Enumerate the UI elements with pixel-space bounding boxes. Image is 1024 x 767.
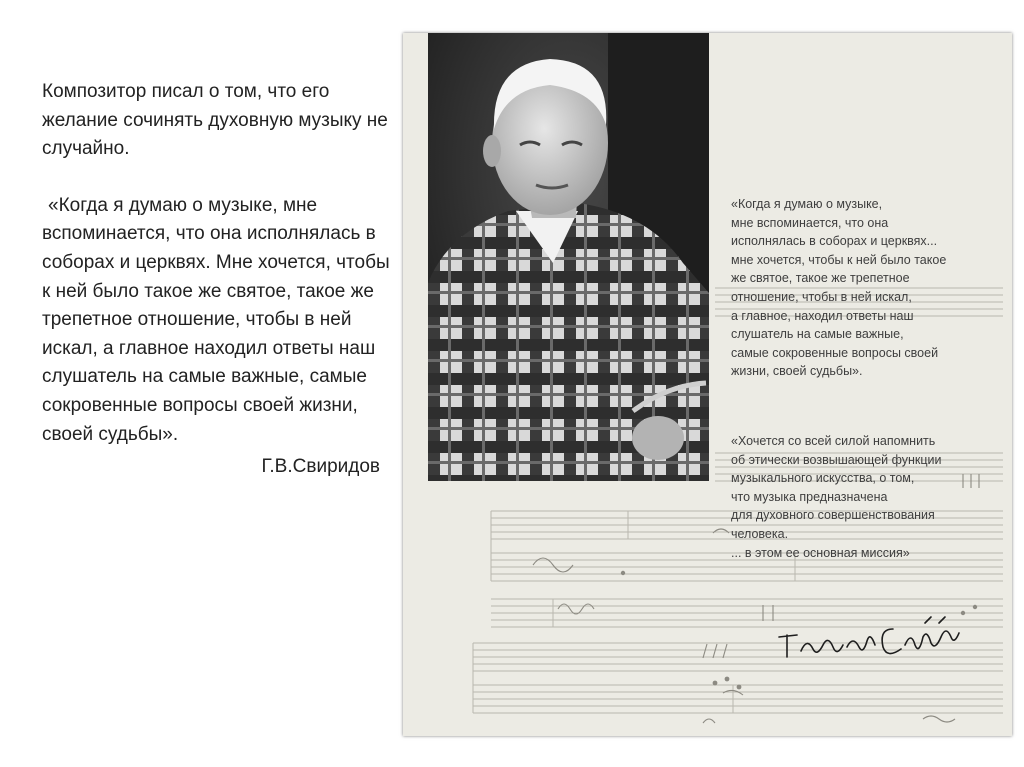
book-page-image [403,33,1012,736]
book-quote-line: жизни, своей судьбы». [731,364,863,379]
slide-text [42,78,402,482]
book-quote-line: мне вспоминается, что она [731,215,889,230]
book-quote-line: об этически возвышающей функции [731,452,942,467]
book-quote-line: отношение, чтобы в ней искал, [731,289,912,304]
handwritten-signature [775,607,975,667]
book-quote-line: мне хочется, чтобы к ней было такое [731,252,947,267]
book-quote-line: же святое, такое же трепетное [731,271,910,286]
book-quote-line: для духовного совершенствования [731,508,935,523]
book-quote-line: слушатель на самые важные, [731,327,904,342]
portrait-photo [428,33,709,481]
book-quote-line: «Хочется со всей силой напомнить [731,434,936,448]
book-quote-2 [731,432,996,562]
book-quote-line: ... в этом ее основная миссия» [731,545,910,560]
quote-author: Г.В.Свиридов [261,456,380,478]
book-quote-line: самые сокровенные вопросы своей [731,345,939,360]
book-quote-line: человека. [731,526,789,541]
book-quote-line: «Когда я думаю о музыке, [731,197,883,211]
intro-paragraph: Композитор писал о том, что его желание сочинять духовную музыку не случайно. [42,81,388,160]
book-quote-1 [731,195,996,381]
book-quote-line: что музыка предназначена [731,489,888,504]
book-quote-line: а главное, находил ответы наш [731,308,914,323]
book-quote-line: музыкального искусства, о том, [731,471,915,486]
quote-paragraph: «Когда я думаю о музыке, мне вспоминается, что она исполнялась в соборах и церквях. Мне хочется, чтобы к ней было такое же святое, такое же трепетное отношение, чтобы в ней искал, а главное находил ответы наш слушатель на самые важные, самые сокровенные вопросы своей жизни, своей судьбы». [42,194,390,445]
book-quote-line: исполнялась в соборах и церквях... [731,234,938,249]
